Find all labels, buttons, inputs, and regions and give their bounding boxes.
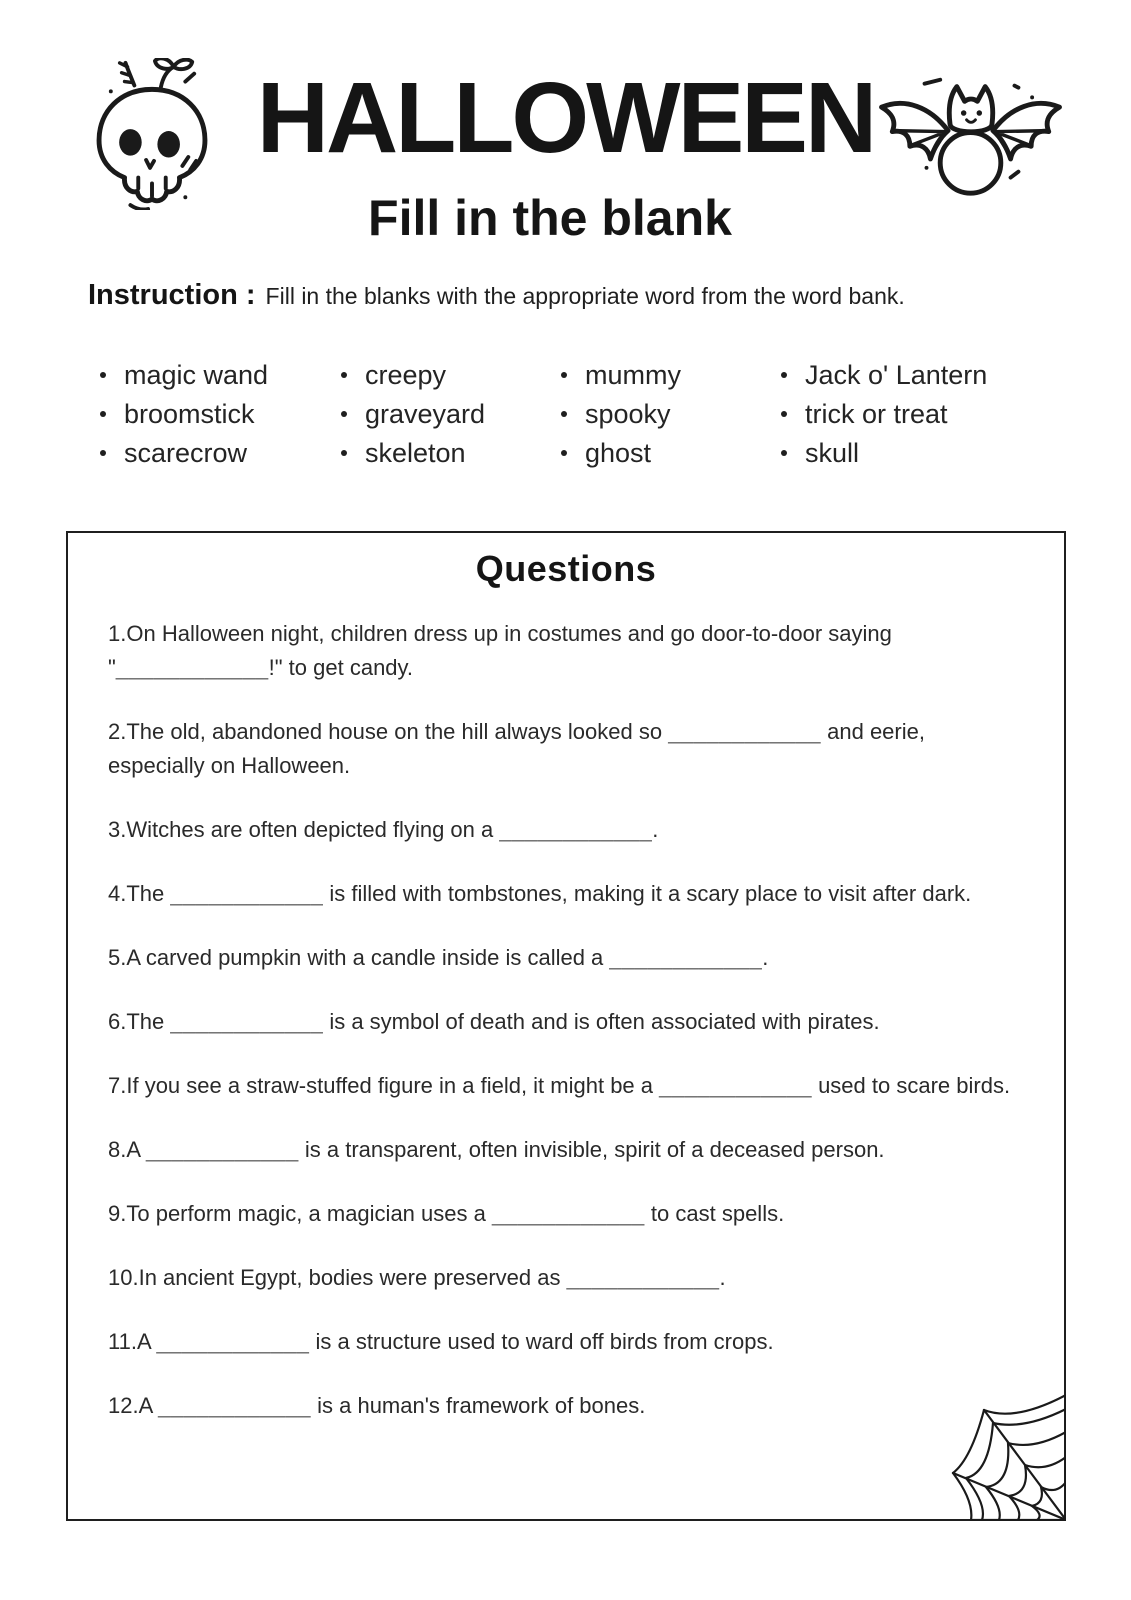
question-text: The ____________ is a symbol of death and is often associated with pirates. [126,1009,880,1034]
question-item [108,1261,1024,1295]
bullet-icon [100,372,106,378]
question-item [108,617,1024,685]
question-text: A ____________ is a human's framework of bones. [138,1393,646,1418]
blank-line: ____________ [170,881,324,906]
word-bank-column [561,360,781,477]
instruction [88,276,1068,315]
question-text: To perform magic, a magician uses a ____________ to cast spells. [126,1201,785,1226]
question-item [108,1197,1024,1231]
question-item [108,1389,1024,1423]
word-bank-item [561,399,781,429]
question-number: 3. [108,817,127,842]
word-bank-item [100,399,341,429]
question-text: A ____________ is a transparent, often invisible, spirit of a deceased person. [126,1137,885,1162]
word-bank-item [561,360,781,390]
question-item [108,877,1024,911]
bullet-icon [781,450,787,456]
blank-line: ____________ [659,1073,812,1098]
instruction-text: Fill in the blanks with the appropriate word from the word bank. [265,283,905,309]
blank-line: ____________ [158,1393,311,1418]
bullet-icon [781,372,787,378]
question-text: A carved pumpkin with a candle inside is called a ____________. [126,945,769,970]
page-title: HALLOWEEN [256,62,875,174]
word-bank-item [100,360,341,390]
word-bank-word: creepy [365,359,447,390]
questions-box [66,531,1066,1521]
bullet-icon [341,411,347,417]
question-number: 6. [108,1009,127,1034]
question-text: On Halloween night, children dress up in costumes and go door-to-door saying "____________!" to get candy. [108,621,892,680]
bullet-icon [561,372,567,378]
question-text: If you see a straw-stuffed figure in a field, it might be a ____________ used to scare birds. [126,1073,1011,1098]
word-bank-column [341,360,561,477]
question-item [108,1325,1024,1359]
word-bank-item [781,438,1031,468]
question-number: 7. [108,1073,127,1098]
word-bank-word: scarecrow [124,437,248,468]
word-bank-word: magic wand [124,359,269,390]
blank-line: ____________ [491,1201,645,1226]
questions-heading: Questions [475,548,657,589]
bullet-icon [561,411,567,417]
word-bank-item [561,438,781,468]
question-item [108,715,1024,783]
question-text: The ____________ is filled with tombstones, making it a scary place to visit after dark. [126,881,972,906]
word-bank-column [100,360,341,477]
word-bank-word: skull [805,437,860,468]
blank-line: ____________ [156,1329,310,1354]
instruction-label: Instruction : [88,279,256,311]
bullet-icon [341,450,347,456]
word-bank-item [341,438,561,468]
word-bank-item [781,399,1031,429]
question-text: Witches are often depicted flying on a ____________. [126,817,659,842]
question-item [108,813,1024,847]
question-number: 8. [108,1137,127,1162]
word-bank-item [341,360,561,390]
question-item [108,1069,1024,1103]
blank-line: ____________ [566,1265,720,1290]
word-bank-word: Jack o' Lantern [805,359,988,390]
word-bank-word: broomstick [124,398,255,429]
blank-line: ____________ [115,655,269,680]
word-bank-word: graveyard [365,398,486,429]
bat-icon [862,70,1080,202]
question-number: 11. [108,1329,137,1354]
word-bank-word: mummy [585,359,681,390]
question-item [108,1005,1024,1039]
bullet-icon [100,411,106,417]
question-text: The old, abandoned house on the hill always looked so ____________ and eerie, especially on Halloween. [108,719,925,778]
bullet-icon [781,411,787,417]
word-bank-word: skeleton [365,437,466,468]
word-bank-column [781,360,1031,477]
word-bank-word: trick or treat [805,398,948,429]
question-number: 12. [108,1393,139,1418]
question-item [108,1133,1024,1167]
question-number: 5. [108,945,127,970]
question-item [108,941,1024,975]
question-number: 9. [108,1201,127,1226]
question-text: In ancient Egypt, bodies were preserved as ____________. [138,1265,726,1290]
bullet-icon [341,372,347,378]
bullet-icon [100,450,106,456]
questions-list [108,617,1024,1423]
blank-line: ____________ [609,945,763,970]
question-number: 2. [108,719,127,744]
question-number: 1. [108,621,127,646]
question-number: 10. [108,1265,139,1290]
word-bank-item [341,399,561,429]
word-bank-item [100,438,341,468]
blank-line: ____________ [668,719,822,744]
word-bank-item [781,360,1031,390]
bullet-icon [561,450,567,456]
question-text: A ____________ is a structure used to ward off birds from crops. [136,1329,774,1354]
word-bank [100,360,1031,477]
question-number: 4. [108,881,127,906]
word-bank-word: spooky [585,398,671,429]
blank-line: ____________ [499,817,653,842]
blank-line: ____________ [170,1009,324,1034]
word-bank-word: ghost [585,437,652,468]
page-subtitle: Fill in the blank [368,190,732,246]
blank-line: ____________ [145,1137,299,1162]
